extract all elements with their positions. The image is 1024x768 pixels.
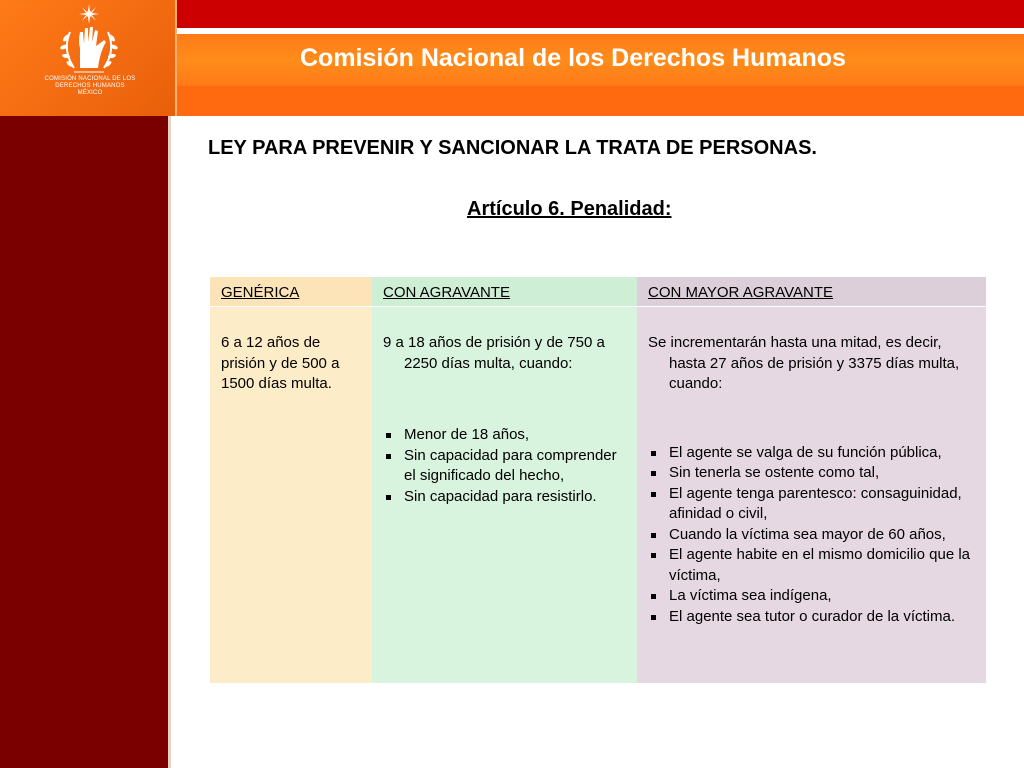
penalty-table xyxy=(210,277,986,683)
column-intro: 6 a 12 años de prisión y de 500 a 1500 días multa. xyxy=(221,334,340,392)
logo-text-line1: COMISIÓN NACIONAL DE LOS xyxy=(44,76,136,82)
list-item: La víctima sea indígena, xyxy=(648,586,976,607)
column-intro: Se incrementarán hasta una mitad, es decir, hasta 27 años de prisión y 3375 días multa, cuando: xyxy=(648,334,960,392)
list-item: Cuando la víctima sea mayor de 60 años, xyxy=(648,525,976,546)
column-body xyxy=(372,307,637,507)
document-subtitle: Artículo 6. Penalidad: xyxy=(467,198,672,220)
column-body xyxy=(637,307,986,627)
logo-text xyxy=(30,76,150,97)
header-lower-band xyxy=(168,86,1024,116)
column-header: CON MAYOR AGRAVANTE xyxy=(637,277,986,307)
column-header: GENÉRICA xyxy=(210,277,372,307)
condition-list xyxy=(648,443,976,628)
list-item: El agente se valga de su función pública, xyxy=(648,443,976,464)
logo-text-line2: DERECHOS HUMANOS xyxy=(55,83,125,89)
header-red-band xyxy=(168,0,1024,28)
column-header: CON AGRAVANTE xyxy=(372,277,637,307)
column-body xyxy=(210,307,372,395)
column-con-mayor-agravante xyxy=(637,277,986,683)
slide-header xyxy=(0,0,1024,116)
column-generica xyxy=(210,277,372,683)
list-item: El agente habite en el mismo domicilio que la víctima, xyxy=(648,545,976,586)
list-item: El agente tenga parentesco: consaguinidad, afinidad o civil, xyxy=(648,484,976,525)
list-item: Sin capacidad para comprender el significado del hecho, xyxy=(383,446,627,487)
hand-sun-laurel-logo-icon xyxy=(40,2,138,82)
list-item: Menor de 18 años, xyxy=(383,425,627,446)
column-con-agravante xyxy=(372,277,637,683)
left-sidebar-bar xyxy=(0,116,171,768)
logo-block xyxy=(0,0,177,116)
list-item: Sin tenerla se ostente como tal, xyxy=(648,463,976,484)
list-item: Sin capacidad para resistirlo. xyxy=(383,487,627,508)
logo-text-line3: MÉXICO xyxy=(77,90,103,96)
condition-list xyxy=(383,425,627,507)
document-title: LEY PARA PREVENIR Y SANCIONAR LA TRATA DE PERSONAS. xyxy=(208,137,817,159)
column-intro: 9 a 18 años de prisión y de 750 a 2250 días multa, cuando: xyxy=(383,334,605,372)
header-title: Comisión Nacional de los Derechos Humanos xyxy=(300,44,846,72)
list-item: El agente sea tutor o curador de la víctima. xyxy=(648,607,976,628)
